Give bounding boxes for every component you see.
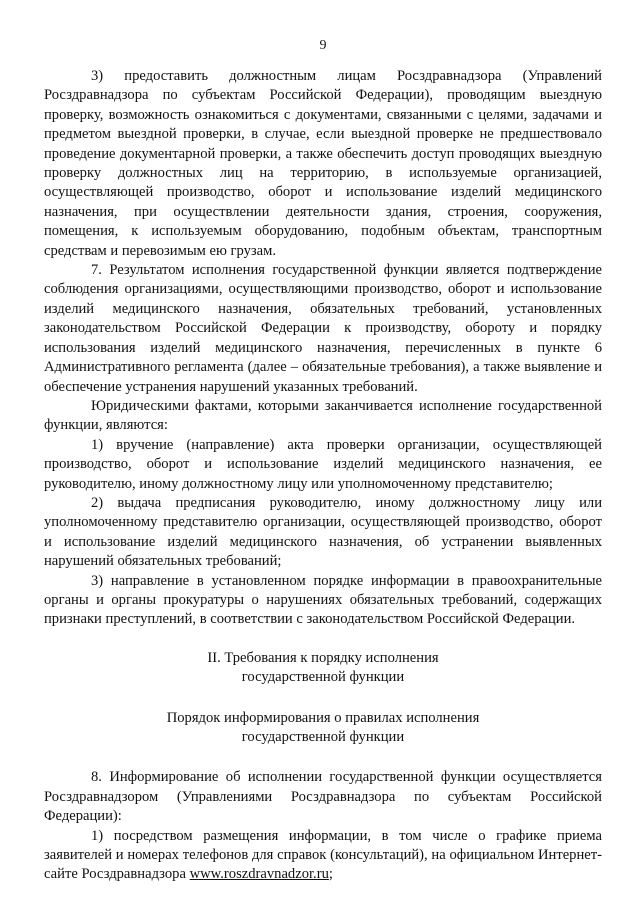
subsection-heading <box>44 709 602 748</box>
paragraph-legal-facts: Юридическими фактами, которыми заканчивается исполнение государственной функции, являются: <box>44 397 602 434</box>
legal-fact-3: 3) направление в установленном порядке информации в правоохранительные органы и органы прокуратуры о нарушениях обязательных требований, содержащих признаки преступлений, в соответствии с законодательством Российской Федерации. <box>44 572 602 628</box>
subsection-heading-line-2: государственной функции <box>241 729 405 745</box>
section-heading-line-2: государственной функции <box>241 669 405 686</box>
info-item-1 <box>44 827 602 885</box>
info-item-1-text: 1) посредством размещения информации, в том числе о графике приема заявителей и номерах телефонов для справок (консультаций), на официальном Интернет-сайте Росздравнадзора <box>44 827 602 883</box>
legal-fact-2: 2) выдача предписания руководителю, иному должностному лицу или уполномоченному представителю организации, осуществляющей производство, оборот и использование изделий медицинского назначения, об устранении выявленных нарушений обязательных требований; <box>44 494 602 570</box>
section-heading <box>44 649 602 688</box>
paragraph-7: 7. Результатом исполнения государственной функции является подтверждение соблюдения организациями, осуществляющими производство, оборот и использование изделий медицинского назначения, обязательных требований, установленных законодательством Российской Федерации к производству, обороту и порядку использования изделий медицинского назначения, перечисленных в пункте 6 Административного регламента (далее – обязательные требования), а также выявление и обеспечение устранения нарушений указанных требований. <box>44 262 602 395</box>
info-item-1-tail: ; <box>328 866 333 883</box>
section-heading-line-1: II. Требования к порядку исполнения <box>207 649 439 666</box>
page-number: 9 <box>319 38 327 53</box>
paragraph-item-3: 3) предоставить должностным лицам Росздравнадзора (Управлений Росздравнадзора по субъектам Российской Федерации), проводящим выездную проверку, возможность ознакомиться с документами, связанными с целями, задачами и предметом выездной проверки, в случае, если выездной проверке не предшествовало проведение документарной проверки, а также обеспечить доступ проводящих выездную проверку должностных лиц на территорию, в используемые организацией, осуществляющей производство, оборот и использование изделий медицинского назначения, при осуществлении деятельности здания, строения, сооружения, помещения, к используемым оборудованию, подобным объектам, транспортным средствам и перевозимым ею грузам. <box>44 68 602 259</box>
paragraph-8: 8. Информирование об исполнении государственной функции осуществляется Росздравнадзором (Управлениями Росздравнадзора по субъектам Российской Федерации): <box>44 769 602 825</box>
subsection-heading-line-1: Порядок информирования о правилах исполнения <box>166 709 480 726</box>
roszdravnadzor-website-link[interactable]: www.roszdravnadzor.ru <box>189 866 329 883</box>
legal-fact-1: 1) вручение (направление) акта проверки организации, осуществляющей производство, оборот и использование изделий медицинского назначения, ее руководителю, иному должностному лицу или уполномоченному представителю; <box>44 436 602 492</box>
